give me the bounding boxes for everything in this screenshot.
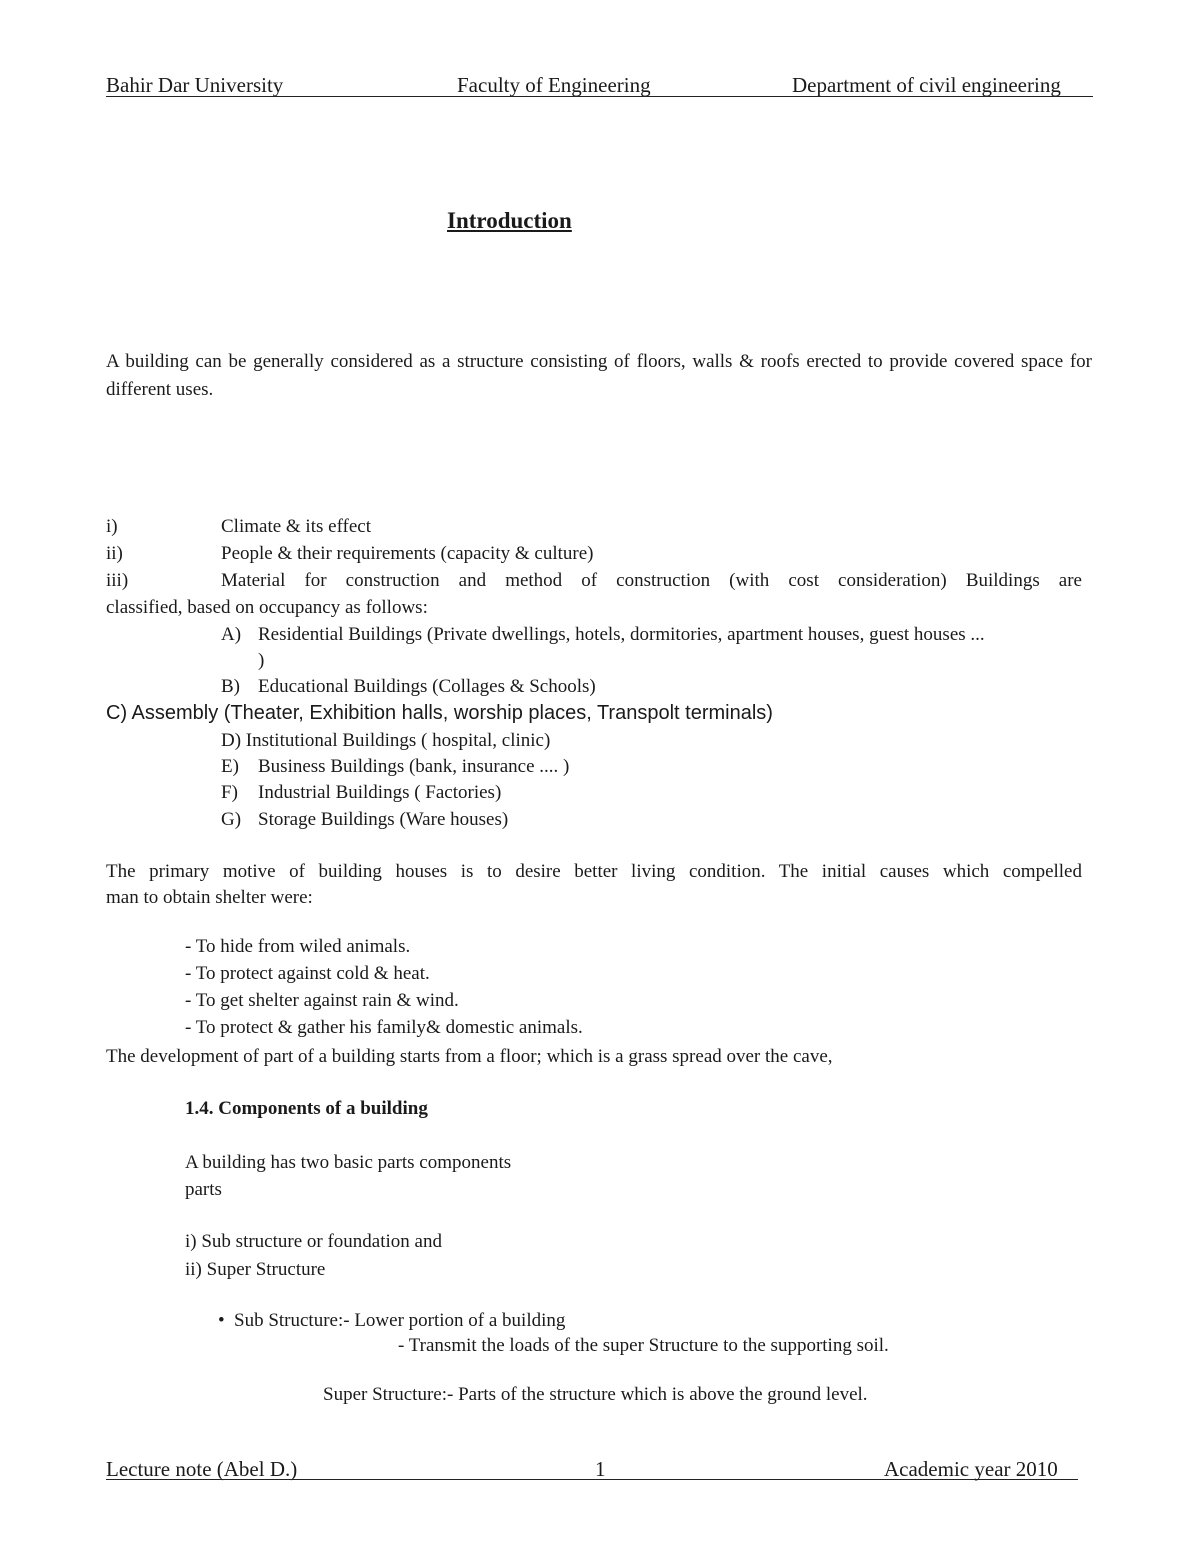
components-intro: parts (185, 1179, 222, 1200)
factor-number: i) (106, 516, 118, 537)
footer-right: Academic year 2010 (884, 1457, 1058, 1481)
class-letter: B) (221, 676, 240, 697)
intro-paragraph: A building can be generally considered as a structure consisting of floors, walls & roofs erected to provide covered space for different uses. (106, 351, 1092, 400)
components-intro: A building has two basic parts components (185, 1152, 512, 1173)
class-letter: E) (221, 756, 239, 777)
class-letter: G) (221, 809, 242, 830)
factor-text: People & their requirements (capacity & culture) (221, 543, 594, 564)
development-text: The development of part of a building starts from a floor; which is a grass spread over the cave, (106, 1046, 833, 1067)
class-text: Storage Buildings (Ware houses) (258, 809, 509, 830)
header-university: Bahir Dar University (106, 73, 284, 97)
motive-line: The primary motive of building houses is to desire better living condition. The initial causes which compelled (106, 861, 1082, 882)
class-letter: A) (221, 624, 242, 645)
page-number: 1 (595, 1457, 606, 1481)
cause-item: - To protect against cold & heat. (185, 963, 430, 984)
motive-line: man to obtain shelter were: (106, 887, 313, 908)
factor-continuation: classified, based on occupancy as follows: (106, 597, 428, 618)
footer-rule (106, 1479, 1078, 1480)
factor-number: iii) (106, 570, 129, 591)
sub-structure-detail: - Transmit the loads of the super Structure to the supporting soil. (398, 1335, 889, 1356)
class-text: Business Buildings (bank, insurance .... ) (258, 756, 570, 777)
factor-text: Climate & its effect (221, 516, 372, 537)
class-letter: F) (221, 782, 238, 803)
part-item: i) Sub structure or foundation and (185, 1231, 442, 1252)
cause-item: - To get shelter against rain & wind. (185, 990, 459, 1011)
section-heading: 1.4. Components of a building (185, 1098, 428, 1119)
class-text: Industrial Buildings ( Factories) (258, 782, 502, 803)
footer-left: Lecture note (Abel D.) (106, 1457, 298, 1481)
sub-structure-text: Sub Structure:- Lower portion of a building (234, 1310, 566, 1331)
class-text: Residential Buildings (Private dwellings, hotels, dormitories, apartment houses, guest houses ... (258, 624, 985, 645)
class-institutional: D) Institutional Buildings ( hospital, clinic) (221, 730, 551, 751)
header-department: Department of civil engineering (792, 73, 1061, 97)
class-text: ) (258, 650, 265, 671)
bullet-icon: • (218, 1310, 225, 1331)
header-faculty: Faculty of Engineering (457, 73, 651, 97)
header-rule (106, 96, 1093, 97)
class-text: Educational Buildings (Collages & Schools) (258, 676, 596, 697)
super-structure-text: Super Structure:- Parts of the structure which is above the ground level. (323, 1384, 868, 1405)
cause-item: - To protect & gather his family& domestic animals. (185, 1017, 583, 1038)
factor-text: Material for construction and method of construction (with cost consideration) Buildings are (221, 570, 1082, 591)
cause-item: - To hide from wiled animals. (185, 936, 411, 957)
page-title: Introduction (447, 208, 572, 233)
class-assembly: C) Assembly (Theater, Exhibition halls, worship places, Transpolt terminals) (106, 702, 773, 724)
factor-number: ii) (106, 543, 123, 564)
part-item: ii) Super Structure (185, 1259, 326, 1280)
